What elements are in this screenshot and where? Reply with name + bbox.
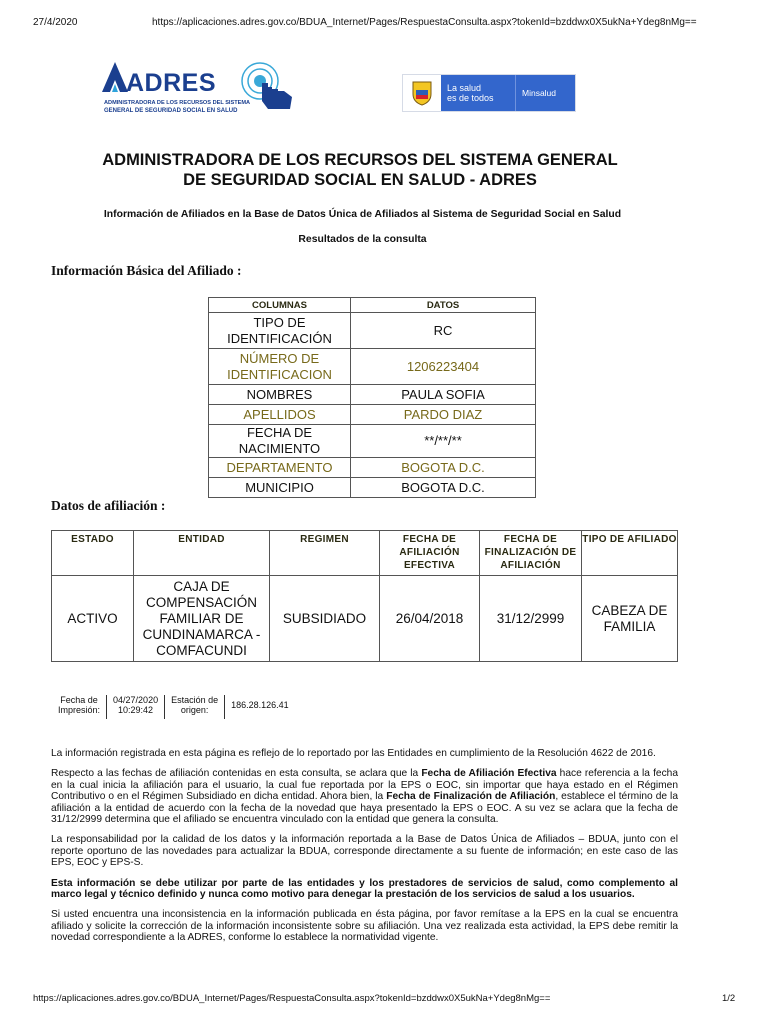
basic-info-heading: Información Básica del Afiliado : bbox=[51, 263, 242, 278]
page-number: 1/2 bbox=[722, 993, 736, 1004]
note-paragraph: La responsabilidad por la calidad de los datos y la información reportada a la Base de Datos Única de Afiliados – BDUA, junto con el reporte oportuno de las novedades para actualizar la BDUA, corresponde directamente a su fuente de información; en este caso de las EPS, EOC y EPS-S. bbox=[51, 834, 678, 869]
column-header-estado: ESTADO bbox=[52, 531, 134, 576]
note-text: , establece el término de la afiliación a la entidad de acuerdo con la fecha de la novedad que haya presentado la EPS o EOC. A su vez se aclara que la fecha de 31/12/2999 determina que el afiliado se encuentra vinculado con la entidad que genera la consulta. bbox=[51, 791, 678, 826]
adres-brand: ADRES bbox=[126, 69, 217, 97]
print-url-header: https://aplicaciones.adres.gov.co/BDUA_Internet/Pages/RespuestaConsulta.aspx?tokenId=bzddwx0X5ukNa+Ydeg8nMg== bbox=[152, 17, 697, 28]
column-header-tipo-afiliado: TIPO DE AFILIADO bbox=[582, 531, 678, 576]
legal-notes bbox=[51, 748, 678, 953]
table-row bbox=[209, 313, 536, 349]
row-label: TIPO DE IDENTIFICACIÓN bbox=[209, 313, 351, 349]
table-row bbox=[209, 425, 536, 458]
print-date-label-1: Fecha de bbox=[60, 695, 98, 705]
row-value: BOGOTA D.C. bbox=[351, 478, 536, 498]
table-row bbox=[52, 576, 678, 662]
row-label: DEPARTAMENTO bbox=[209, 458, 351, 478]
page-title-line-1: ADMINISTRADORA DE LOS RECURSOS DEL SISTEMA GENERAL bbox=[102, 151, 618, 169]
gov-slogan bbox=[441, 75, 515, 111]
cell-tipo-afiliado: CABEZA DE FAMILIA bbox=[582, 576, 678, 662]
adres-logo[interactable] bbox=[102, 60, 251, 122]
row-value: BOGOTA D.C. bbox=[351, 458, 536, 478]
note-paragraph: La información registrada en esta página es reflejo de lo reportado por las Entidades en cumplimiento de la Resolución 4622 de 2016. bbox=[51, 748, 656, 759]
note-paragraph bbox=[51, 768, 678, 825]
column-header-fecha-finalizacion: FECHA DE FINALIZACIÓN DE AFILIACIÓN bbox=[480, 531, 582, 576]
row-label: NÚMERO DE IDENTIFICACION bbox=[209, 349, 351, 385]
print-time-value: 10:29:42 bbox=[118, 705, 154, 715]
gov-slogan-line-1: La salud bbox=[447, 83, 482, 93]
column-header-fecha-afiliacion: FECHA DE AFILIACIÓN EFECTIVA bbox=[380, 531, 480, 576]
results-title: Resultados de la consulta bbox=[298, 234, 427, 245]
cell-regimen: SUBSIDIADO bbox=[270, 576, 380, 662]
row-label: APELLIDOS bbox=[209, 405, 351, 425]
gov-slogan-line-2: es de todos bbox=[447, 93, 494, 103]
print-date-value: 04/27/2020 bbox=[113, 695, 159, 705]
cell-entidad: CAJA DE COMPENSACIÓN FAMILIAR DE CUNDINAMARCA - COMFACUNDI bbox=[134, 576, 270, 662]
table-row bbox=[209, 458, 536, 478]
table-row bbox=[209, 385, 536, 405]
print-info bbox=[52, 695, 295, 719]
print-date: 27/4/2020 bbox=[33, 17, 78, 28]
column-header-regimen: REGIMEN bbox=[270, 531, 380, 576]
basic-info-table bbox=[208, 297, 536, 498]
affiliation-table bbox=[51, 530, 678, 662]
adres-logo-icon bbox=[102, 62, 128, 96]
row-value: RC bbox=[351, 313, 536, 349]
table-row bbox=[209, 349, 536, 385]
minsalud-logo[interactable] bbox=[402, 74, 576, 112]
column-header-datos: DATOS bbox=[351, 298, 536, 313]
row-value: 1206223404 bbox=[351, 349, 536, 385]
table-header-row bbox=[209, 298, 536, 313]
row-value: PARDO DIAZ bbox=[351, 405, 536, 425]
note-text: hace referencia a la fecha en la cual inicia la afiliación para el usuario, la cual fue reportada por la EPS o EOC, sin importar que haya estado en el Régimen Contributivo o en el Régimen Subsidiado en dicha entidad. Ahora bien, la bbox=[51, 768, 679, 803]
note-paragraph-bold: Esta información se debe utilizar por parte de las entidades y los prestadores de servicios de salud, como complemento al marco legal y técnico definido y nunca como motivo para denegar la prestación de los servicios de salud a los usuarios. bbox=[51, 877, 678, 901]
row-value: **/**/** bbox=[351, 425, 536, 458]
row-label: FECHA DE NACIMIENTO bbox=[209, 425, 351, 458]
table-row bbox=[209, 478, 536, 498]
page-subtitle: Información de Afiliados en la Base de Datos Única de Afiliados al Sistema de Seguridad Social en Salud bbox=[103, 209, 622, 220]
station-label bbox=[165, 695, 224, 719]
cell-fecha-finalizacion: 31/12/2999 bbox=[480, 576, 582, 662]
adres-subtitle-2: GENERAL DE SEGURIDAD SOCIAL EN SALUD bbox=[104, 108, 238, 114]
cell-fecha-afiliacion: 26/04/2018 bbox=[380, 576, 480, 662]
row-label: NOMBRES bbox=[209, 385, 351, 405]
note-paragraph: Si usted encuentra una inconsistencia en la información publicada en ésta página, por favor remítase a la EPS en la cual se encuentra afiliado y solicite la corrección de la información inconsistente sobre su afiliación. Una vez realizada esta actividad, la EPS debe remitir la novedad correspondiente a la ADRES, conforme lo establece la normatividad vigente. bbox=[51, 909, 678, 944]
note-text: Respecto a las fechas de afiliación contenidas en esta consulta, se aclara que la bbox=[51, 768, 422, 780]
adres-subtitle-1: ADMINISTRADORA DE LOS RECURSOS DEL SISTEMA bbox=[104, 100, 251, 106]
note-emphasis: Fecha de Afiliación Efectiva bbox=[421, 768, 557, 780]
gov-ministry: Minsalud bbox=[515, 75, 575, 111]
station-label-1: Estación de bbox=[171, 695, 219, 705]
row-value: PAULA SOFIA bbox=[351, 385, 536, 405]
page-title-line-2: DE SEGURIDAD SOCIAL EN SALUD - ADRES bbox=[183, 171, 537, 189]
station-value: 186.28.126.41 bbox=[231, 700, 289, 710]
affiliation-heading: Datos de afiliación : bbox=[51, 498, 166, 513]
note-emphasis: Fecha de Finalización de Afiliación bbox=[386, 791, 556, 803]
column-header-entidad: ENTIDAD bbox=[134, 531, 270, 576]
table-row bbox=[209, 405, 536, 425]
page-title bbox=[40, 150, 680, 190]
print-url-footer: https://aplicaciones.adres.gov.co/BDUA_Internet/Pages/RespuestaConsulta.aspx?tokenId=bzddwx0X5ukNa+Ydeg8nMg== bbox=[33, 993, 551, 1004]
row-label: MUNICIPIO bbox=[209, 478, 351, 498]
colombia-shield-icon bbox=[403, 75, 441, 111]
print-datetime bbox=[107, 695, 164, 719]
column-header-columnas: COLUMNAS bbox=[209, 298, 351, 313]
cell-estado: ACTIVO bbox=[52, 576, 134, 662]
print-date-label-2: Impresión: bbox=[58, 705, 101, 715]
table-header-row bbox=[52, 531, 678, 576]
station-label-2: origen: bbox=[180, 705, 209, 715]
touch-hand-icon bbox=[238, 61, 298, 111]
print-date-label bbox=[52, 695, 106, 719]
